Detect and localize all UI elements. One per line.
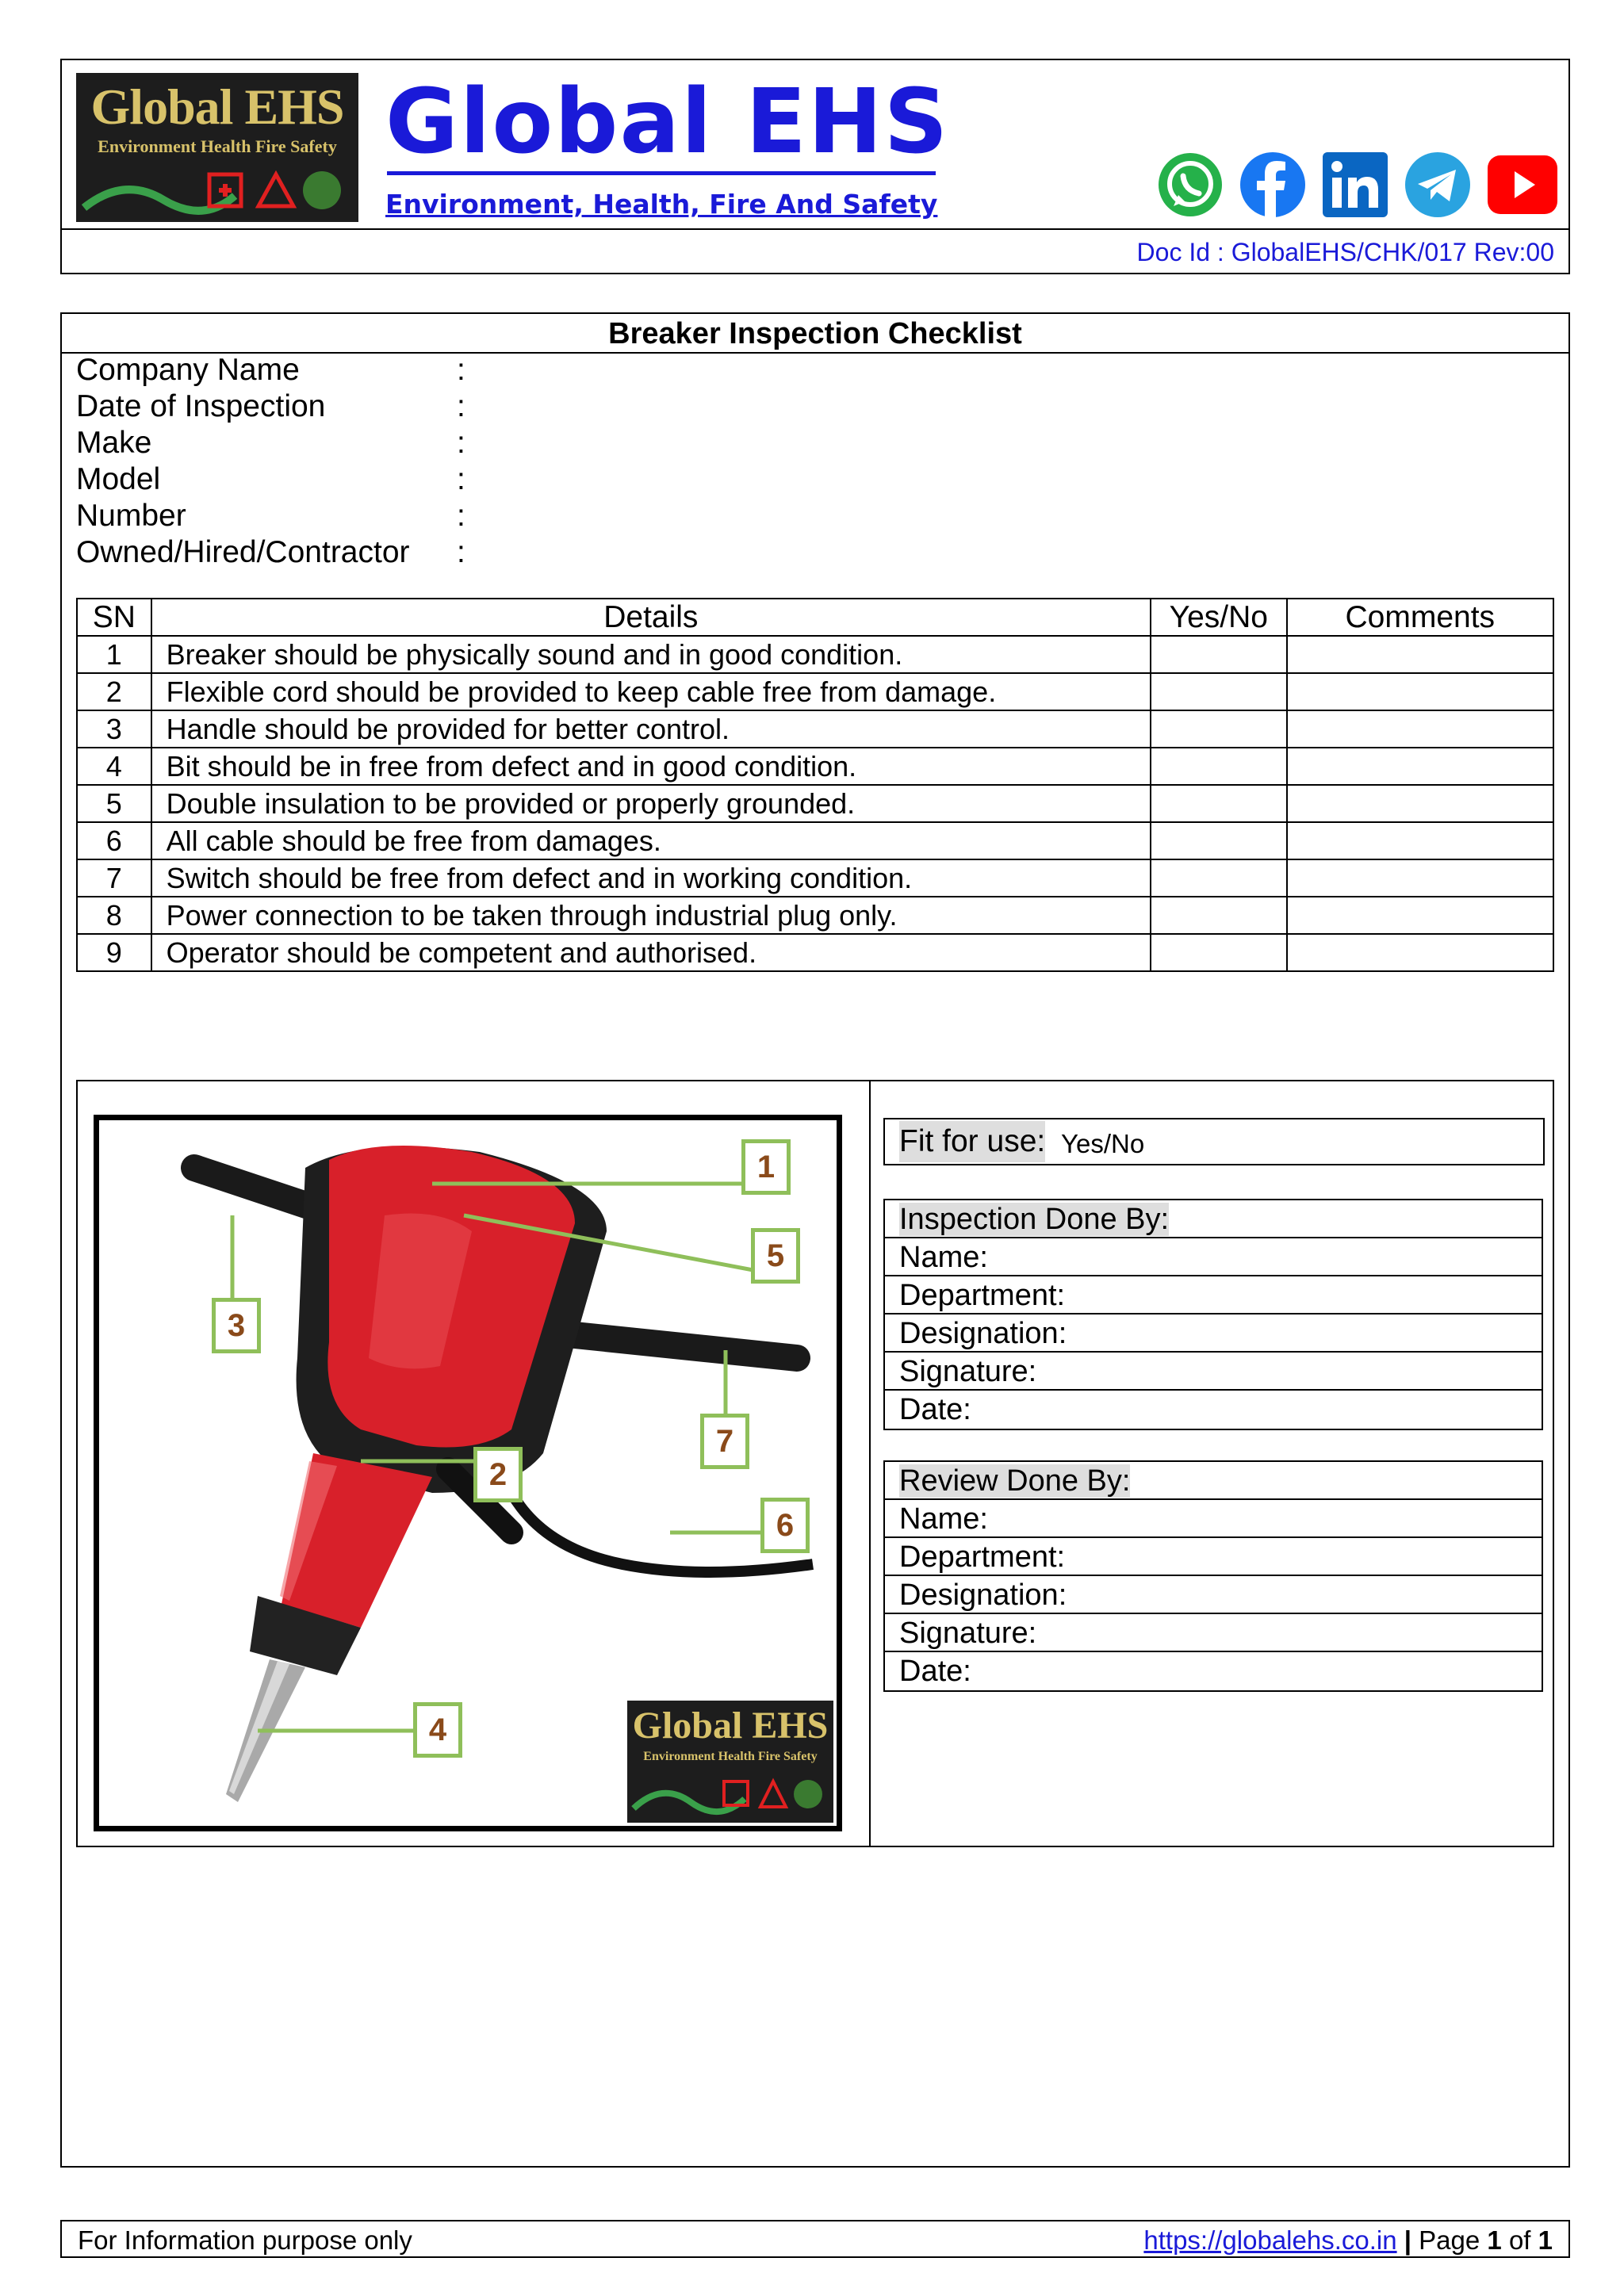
youtube-icon[interactable] [1486,151,1559,219]
cell-detail: Handle should be provided for better control. [151,710,1151,748]
watermark-logo-subtitle: Environment Health Fire Safety [643,1750,818,1763]
cell-comments[interactable] [1287,934,1553,971]
table-row [77,636,1553,673]
cell-yes-no[interactable] [1151,748,1287,785]
callout-2: 2 [473,1447,523,1502]
cell-yes-no[interactable] [1151,636,1287,673]
field-separator: : [457,389,465,423]
review-section-title: Review Done By: [885,1462,1542,1500]
inspection-department-field[interactable]: Department: [885,1276,1542,1314]
field-separator: : [457,499,465,533]
cell-comments[interactable] [1287,785,1553,822]
facebook-icon[interactable] [1239,151,1307,219]
table-row [77,822,1553,859]
cell-comments[interactable] [1287,710,1553,748]
document-id: Doc Id : GlobalEHS/CHK/017 Rev:00 [1136,238,1554,266]
inspection-section-title: Inspection Done By: [885,1200,1542,1238]
checklist-table [76,598,1554,972]
cell-detail: Operator should be competent and authorised. [151,934,1151,971]
social-links [1156,151,1559,227]
table-row [77,897,1553,934]
fit-for-use-label: Fit for use: [899,1121,1045,1162]
inspection-done-by-box [883,1199,1543,1430]
form-title: Breaker Inspection Checklist [62,314,1568,354]
logo-subtitle: Environment Health Fire Safety [98,136,337,156]
cell-sn: 2 [77,673,151,710]
logo-emblem-icon [76,160,358,222]
cell-sn: 6 [77,822,151,859]
brand-title: Global EHS [385,71,950,174]
review-date-field[interactable]: Date: [899,1655,971,1688]
cell-sn: 4 [77,748,151,785]
callout-5: 5 [751,1228,800,1284]
table-row [77,859,1553,897]
cell-detail: All cable should be free from damages. [151,822,1151,859]
watermark-logo-title: Global EHS [632,1705,829,1747]
callout-6: 6 [760,1498,810,1553]
field-company-name-label: Company Name [76,353,300,387]
field-date-of-inspection-label: Date of Inspection [76,389,326,423]
cell-comments[interactable] [1287,673,1553,710]
cell-yes-no[interactable] [1151,785,1287,822]
cell-yes-no[interactable] [1151,859,1287,897]
table-header-row [77,599,1553,636]
col-header-comments: Comments [1287,599,1553,636]
field-ownership-label: Owned/Hired/Contractor [76,535,410,569]
fit-for-use-value[interactable]: Yes/No [1061,1129,1145,1158]
cell-comments[interactable] [1287,822,1553,859]
field-separator: : [457,535,465,569]
inspection-designation-field[interactable]: Designation: [885,1314,1542,1353]
cell-sn: 3 [77,710,151,748]
footer-disclaimer: For Information purpose only [78,2225,412,2255]
cell-yes-no[interactable] [1151,710,1287,748]
whatsapp-icon[interactable] [1156,151,1224,219]
of-word: of [1501,2225,1538,2255]
table-row [77,934,1553,971]
cell-comments[interactable] [1287,636,1553,673]
document-header [60,59,1570,274]
inspection-form [60,312,1570,2168]
brand-underline [387,171,936,175]
review-department-field[interactable]: Department: [885,1538,1542,1576]
review-name-field[interactable]: Name: [885,1500,1542,1538]
cell-yes-no[interactable] [1151,822,1287,859]
table-row [77,785,1553,822]
field-separator: : [457,426,465,460]
watermark-logo [627,1701,833,1823]
fit-for-use-box[interactable] [883,1118,1545,1165]
review-signature-field[interactable]: Signature: [885,1614,1542,1652]
callout-7: 7 [700,1414,749,1469]
cell-comments[interactable] [1287,897,1553,934]
header-divider [62,228,1568,230]
callout-3: 3 [212,1298,261,1353]
inspection-details-box [76,1080,1554,1847]
page-word: Page [1419,2225,1488,2255]
field-number-label: Number [76,499,186,533]
cell-sn: 7 [77,859,151,897]
field-separator: : [457,353,465,387]
table-row [77,748,1553,785]
review-designation-field[interactable]: Designation: [885,1576,1542,1614]
cell-detail: Breaker should be physically sound and in good condition. [151,636,1151,673]
inspection-signature-field[interactable]: Signature: [885,1353,1542,1391]
col-header-yes-no: Yes/No [1151,599,1287,636]
telegram-icon[interactable] [1404,151,1472,219]
company-logo [76,73,358,222]
cell-yes-no[interactable] [1151,897,1287,934]
cell-comments[interactable] [1287,748,1553,785]
callout-4: 4 [413,1702,462,1758]
cell-detail: Power connection to be taken through industrial plug only. [151,897,1151,934]
cell-detail: Flexible cord should be provided to keep cable free from damage. [151,673,1151,710]
cell-yes-no[interactable] [1151,673,1287,710]
cell-detail: Switch should be free from defect and in working condition. [151,859,1151,897]
footer-separator: | [1396,2225,1419,2255]
cell-detail: Double insulation to be provided or properly grounded. [151,785,1151,822]
col-header-sn: SN [77,599,151,636]
website-link[interactable]: https://globalehs.co.in [1143,2225,1397,2255]
cell-sn: 1 [77,636,151,673]
page-number: 1 [1487,2225,1502,2255]
cell-sn: 8 [77,897,151,934]
logo-title: Global EHS [90,78,344,135]
footer-page-info [1143,2225,1553,2256]
watermark-emblem-icon [627,1770,833,1820]
field-make-label: Make [76,426,152,460]
table-row [77,673,1553,710]
col-header-details: Details [151,599,1151,636]
inspection-date-field[interactable]: Date: [899,1393,971,1426]
cell-comments[interactable] [1287,859,1553,897]
cell-sn: 9 [77,934,151,971]
cell-sn: 5 [77,785,151,822]
page-total: 1 [1538,2225,1553,2255]
breaker-diagram [94,1115,842,1831]
callout-1: 1 [741,1139,791,1195]
vertical-divider [869,1081,871,1846]
field-separator: : [457,462,465,496]
table-row [77,710,1553,748]
cell-yes-no[interactable] [1151,934,1287,971]
inspection-name-field[interactable]: Name: [885,1238,1542,1276]
cell-detail: Bit should be in free from defect and in good condition. [151,748,1151,785]
field-model-label: Model [76,462,161,496]
brand-subtitle: Environment, Health, Fire And Safety [385,189,938,220]
page-footer [60,2220,1570,2258]
linkedin-icon[interactable] [1321,151,1389,219]
review-done-by-box [883,1460,1543,1692]
